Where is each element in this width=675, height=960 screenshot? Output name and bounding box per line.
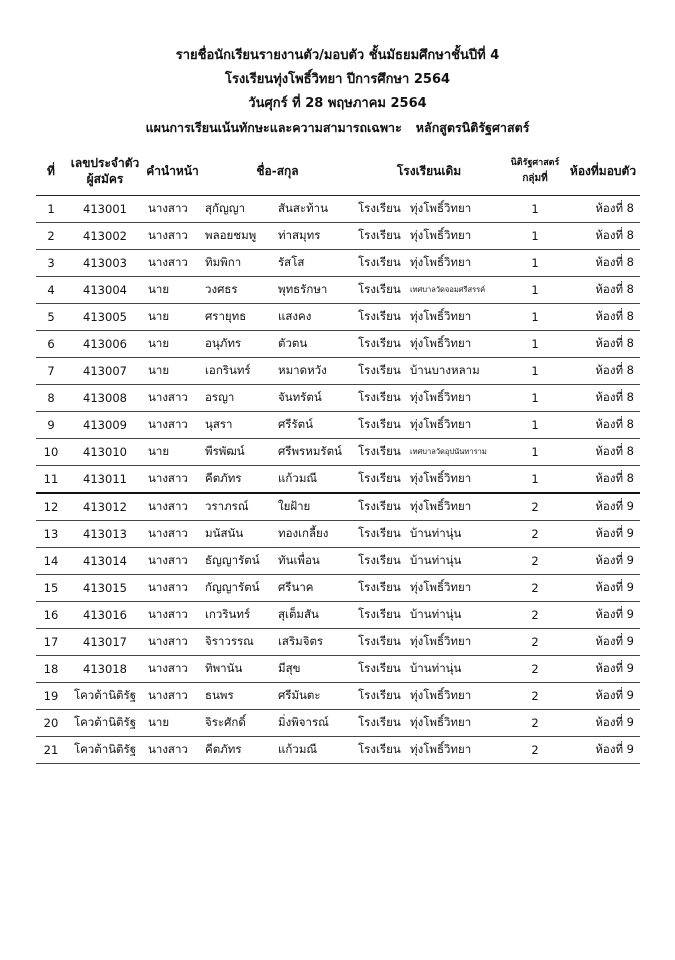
table-row — [36, 358, 640, 385]
student-roster-table — [36, 147, 640, 764]
cell-school-label: โรงเรียน — [354, 196, 406, 223]
header-title: รายชื่อนักเรียนรายงานตัว/มอบตัว ชั้นมัธยมศึกษาชั้นปีที่ 4 — [175, 48, 500, 63]
cell-room: ห้องที่ 9 — [566, 683, 640, 710]
col-header-app-no — [66, 147, 144, 196]
cell-school-label: โรงเรียน — [354, 548, 406, 575]
cell-school: ทุ่งโพธิ์วิทยา — [406, 304, 504, 331]
cell-first-name: ธัญญารัตน์ — [201, 548, 274, 575]
cell-room: ห้องที่ 8 — [566, 358, 640, 385]
col-header-group-line2: กลุ่มที่ — [522, 173, 548, 184]
cell-prefix: นางสาว — [144, 656, 201, 683]
col-header-group — [504, 147, 566, 196]
cell-no: 14 — [36, 548, 66, 575]
cell-room: ห้องที่ 8 — [566, 304, 640, 331]
cell-school-label: โรงเรียน — [354, 493, 406, 521]
cell-last-name: ตัวตน — [274, 331, 354, 358]
cell-first-name: เกวรินทร์ — [201, 602, 274, 629]
cell-room: ห้องที่ 9 — [566, 548, 640, 575]
cell-first-name: คีตภัทร — [201, 737, 274, 764]
cell-no: 19 — [36, 683, 66, 710]
table-row — [36, 548, 640, 575]
cell-first-name: วราภรณ์ — [201, 493, 274, 521]
cell-prefix: นางสาว — [144, 412, 201, 439]
cell-no: 6 — [36, 331, 66, 358]
cell-last-name: สุเต็มสัน — [274, 602, 354, 629]
table-row — [36, 683, 640, 710]
cell-prefix: นางสาว — [144, 493, 201, 521]
cell-group: 1 — [504, 196, 566, 223]
col-header-group-line1: นิติรัฐศาสตร์ — [510, 158, 560, 168]
cell-school: ทุ่งโพธิ์วิทยา — [406, 683, 504, 710]
cell-school: บ้านท่านุ่น — [406, 521, 504, 548]
cell-school: ทุ่งโพธิ์วิทยา — [406, 385, 504, 412]
cell-group: 2 — [504, 656, 566, 683]
cell-group: 1 — [504, 250, 566, 277]
cell-first-name: จิราวรรณ — [201, 629, 274, 656]
cell-first-name: สุกัญญา — [201, 196, 274, 223]
cell-no: 15 — [36, 575, 66, 602]
col-header-room: ห้องที่มอบตัว — [566, 147, 640, 196]
cell-last-name: แสงคง — [274, 304, 354, 331]
table-row — [36, 466, 640, 494]
cell-first-name: พีรพัฒน์ — [201, 439, 274, 466]
cell-no: 8 — [36, 385, 66, 412]
cell-applicant-no: 413016 — [66, 602, 144, 629]
cell-school-label: โรงเรียน — [354, 575, 406, 602]
cell-school: ทุ่งโพธิ์วิทยา — [406, 331, 504, 358]
cell-last-name: ใยฝ้าย — [274, 493, 354, 521]
cell-group: 1 — [504, 385, 566, 412]
cell-school: ทุ่งโพธิ์วิทยา — [406, 412, 504, 439]
cell-school: เทศบาลวัดจอมศรีสรรค์ — [406, 277, 504, 304]
col-header-prefix: คำนำหน้า — [144, 147, 201, 196]
cell-prefix: นางสาว — [144, 196, 201, 223]
header-date: วันศุกร์ ที่ 28 พฤษภาคม 2564 — [248, 96, 427, 111]
header-row — [36, 147, 640, 196]
cell-first-name: อนุภัทร — [201, 331, 274, 358]
cell-group: 2 — [504, 683, 566, 710]
cell-group: 2 — [504, 629, 566, 656]
cell-applicant-no: 413004 — [66, 277, 144, 304]
table-row — [36, 602, 640, 629]
cell-school: บ้านบางหลาม — [406, 358, 504, 385]
cell-room: ห้องที่ 9 — [566, 737, 640, 764]
table-header — [36, 147, 640, 196]
cell-school-label: โรงเรียน — [354, 358, 406, 385]
cell-school: ทุ่งโพธิ์วิทยา — [406, 250, 504, 277]
cell-room: ห้องที่ 8 — [566, 196, 640, 223]
table-body — [36, 196, 640, 764]
cell-school-label: โรงเรียน — [354, 277, 406, 304]
cell-group: 2 — [504, 548, 566, 575]
cell-applicant-no: 413001 — [66, 196, 144, 223]
cell-first-name: กัญญารัตน์ — [201, 575, 274, 602]
cell-room: ห้องที่ 8 — [566, 385, 640, 412]
cell-no: 17 — [36, 629, 66, 656]
cell-last-name: สันสะท้าน — [274, 196, 354, 223]
cell-room: ห้องที่ 9 — [566, 575, 640, 602]
cell-prefix: นางสาว — [144, 385, 201, 412]
cell-first-name: ศรายุทธ — [201, 304, 274, 331]
cell-no: 20 — [36, 710, 66, 737]
table-row — [36, 439, 640, 466]
cell-last-name: มีสุข — [274, 656, 354, 683]
cell-applicant-no: 413009 — [66, 412, 144, 439]
cell-last-name: ทองเกลี้ยง — [274, 521, 354, 548]
header-school: โรงเรียนทุ่งโพธิ์วิทยา ปีการศึกษา 2564 — [224, 72, 451, 87]
col-header-app-no-line2: ผู้สมัคร — [86, 172, 124, 186]
cell-group: 1 — [504, 358, 566, 385]
cell-school: บ้านท่านุ่น — [406, 548, 504, 575]
cell-applicant-no: 413011 — [66, 466, 144, 494]
cell-applicant-no: 413005 — [66, 304, 144, 331]
cell-first-name: ทิมพิกา — [201, 250, 274, 277]
cell-school-label: โรงเรียน — [354, 412, 406, 439]
cell-school-label: โรงเรียน — [354, 683, 406, 710]
cell-prefix: นาย — [144, 710, 201, 737]
cell-no: 3 — [36, 250, 66, 277]
cell-group: 2 — [504, 521, 566, 548]
cell-last-name: แก้วมณี — [274, 737, 354, 764]
cell-last-name: ศรีมันตะ — [274, 683, 354, 710]
cell-no: 10 — [36, 439, 66, 466]
cell-applicant-no: 413017 — [66, 629, 144, 656]
table-row — [36, 521, 640, 548]
cell-first-name: วงศธร — [201, 277, 274, 304]
cell-last-name: แก้วมณี — [274, 466, 354, 494]
cell-last-name: มิ่งพิจารณ์ — [274, 710, 354, 737]
cell-applicant-no: 413008 — [66, 385, 144, 412]
cell-last-name: รัสโส — [274, 250, 354, 277]
cell-last-name: จันทรัตน์ — [274, 385, 354, 412]
cell-first-name: คีตภัทร — [201, 466, 274, 494]
cell-room: ห้องที่ 9 — [566, 629, 640, 656]
cell-room: ห้องที่ 8 — [566, 412, 640, 439]
cell-group: 1 — [504, 277, 566, 304]
cell-no: 9 — [36, 412, 66, 439]
cell-school-label: โรงเรียน — [354, 331, 406, 358]
header-plan: แผนการเรียนเน้นทักษะและความสามารถเฉพาะ — [145, 120, 402, 135]
table-row — [36, 710, 640, 737]
cell-school: ทุ่งโพธิ์วิทยา — [406, 737, 504, 764]
cell-school-label: โรงเรียน — [354, 466, 406, 494]
cell-school-label: โรงเรียน — [354, 602, 406, 629]
cell-school-label: โรงเรียน — [354, 223, 406, 250]
cell-prefix: นาย — [144, 277, 201, 304]
cell-first-name: พลอยชมพู — [201, 223, 274, 250]
cell-applicant-no: 413002 — [66, 223, 144, 250]
cell-room: ห้องที่ 9 — [566, 602, 640, 629]
cell-no: 18 — [36, 656, 66, 683]
cell-prefix: นางสาว — [144, 521, 201, 548]
cell-applicant-no: 413003 — [66, 250, 144, 277]
cell-prefix: นาย — [144, 304, 201, 331]
cell-prefix: นางสาว — [144, 250, 201, 277]
cell-applicant-no: 413007 — [66, 358, 144, 385]
cell-group: 2 — [504, 493, 566, 521]
cell-first-name: เอกรินทร์ — [201, 358, 274, 385]
cell-no: 11 — [36, 466, 66, 494]
cell-room: ห้องที่ 8 — [566, 331, 640, 358]
cell-applicant-no: 413012 — [66, 493, 144, 521]
cell-school: ทุ่งโพธิ์วิทยา — [406, 575, 504, 602]
table-row — [36, 385, 640, 412]
cell-group: 1 — [504, 331, 566, 358]
cell-group: 1 — [504, 223, 566, 250]
cell-applicant-no: 413015 — [66, 575, 144, 602]
cell-prefix: นางสาว — [144, 548, 201, 575]
cell-school-label: โรงเรียน — [354, 439, 406, 466]
cell-first-name: อรญา — [201, 385, 274, 412]
cell-school: บ้านท่านุ่น — [406, 656, 504, 683]
cell-prefix: นางสาว — [144, 629, 201, 656]
col-header-name: ชื่อ-สกุล — [201, 147, 354, 196]
table-row — [36, 304, 640, 331]
cell-last-name: ทันเพื่อน — [274, 548, 354, 575]
cell-group: 1 — [504, 439, 566, 466]
cell-no: 5 — [36, 304, 66, 331]
document-header — [0, 44, 675, 140]
cell-no: 4 — [36, 277, 66, 304]
cell-room: ห้องที่ 9 — [566, 493, 640, 521]
cell-school: บ้านท่านุ่น — [406, 602, 504, 629]
cell-school: ทุ่งโพธิ์วิทยา — [406, 223, 504, 250]
table-row — [36, 493, 640, 521]
cell-room: ห้องที่ 8 — [566, 250, 640, 277]
cell-last-name: ท่าสมุทร — [274, 223, 354, 250]
table-row — [36, 575, 640, 602]
cell-last-name: หมาดหวัง — [274, 358, 354, 385]
table-row — [36, 277, 640, 304]
cell-school-label: โรงเรียน — [354, 656, 406, 683]
table-row — [36, 412, 640, 439]
cell-applicant-no: 413018 — [66, 656, 144, 683]
cell-last-name: เสริมจิตร — [274, 629, 354, 656]
cell-school-label: โรงเรียน — [354, 385, 406, 412]
cell-no: 16 — [36, 602, 66, 629]
table-row — [36, 331, 640, 358]
cell-prefix: นาย — [144, 439, 201, 466]
cell-no: 2 — [36, 223, 66, 250]
cell-last-name: ศรีรัตน์ — [274, 412, 354, 439]
cell-room: ห้องที่ 9 — [566, 710, 640, 737]
cell-no: 1 — [36, 196, 66, 223]
cell-school: เทศบาลวัดอุปนันทาราม — [406, 439, 504, 466]
cell-first-name: นุสรา — [201, 412, 274, 439]
cell-school: ทุ่งโพธิ์วิทยา — [406, 466, 504, 494]
cell-prefix: นางสาว — [144, 223, 201, 250]
cell-prefix: นางสาว — [144, 466, 201, 494]
table-row — [36, 737, 640, 764]
cell-group: 1 — [504, 466, 566, 494]
cell-prefix: นาย — [144, 331, 201, 358]
cell-applicant-no: 413014 — [66, 548, 144, 575]
cell-school: ทุ่งโพธิ์วิทยา — [406, 629, 504, 656]
cell-school-label: โรงเรียน — [354, 250, 406, 277]
table-row — [36, 250, 640, 277]
cell-applicant-no: 413006 — [66, 331, 144, 358]
cell-prefix: นางสาว — [144, 737, 201, 764]
cell-room: ห้องที่ 9 — [566, 521, 640, 548]
cell-group: 2 — [504, 737, 566, 764]
cell-room: ห้องที่ 8 — [566, 277, 640, 304]
header-curriculum: หลักสูตรนิติรัฐศาสตร์ — [415, 120, 530, 135]
cell-applicant-no: โควต้านิติรัฐ — [66, 710, 144, 737]
cell-first-name: ธนพร — [201, 683, 274, 710]
cell-group: 2 — [504, 710, 566, 737]
cell-school: ทุ่งโพธิ์วิทยา — [406, 196, 504, 223]
col-header-school: โรงเรียนเดิม — [354, 147, 504, 196]
cell-applicant-no: โควต้านิติรัฐ — [66, 683, 144, 710]
cell-no: 12 — [36, 493, 66, 521]
table-row — [36, 629, 640, 656]
header-program — [0, 116, 675, 140]
cell-school: ทุ่งโพธิ์วิทยา — [406, 493, 504, 521]
cell-room: ห้องที่ 8 — [566, 223, 640, 250]
cell-applicant-no: 413010 — [66, 439, 144, 466]
cell-school-label: โรงเรียน — [354, 304, 406, 331]
cell-prefix: นางสาว — [144, 683, 201, 710]
col-header-no: ที่ — [36, 147, 66, 196]
cell-prefix: นางสาว — [144, 575, 201, 602]
cell-group: 1 — [504, 304, 566, 331]
cell-no: 7 — [36, 358, 66, 385]
cell-last-name: พุทธรักษา — [274, 277, 354, 304]
cell-no: 13 — [36, 521, 66, 548]
cell-first-name: ทิพานัน — [201, 656, 274, 683]
cell-room: ห้องที่ 9 — [566, 656, 640, 683]
cell-first-name: จิระศักดิ์ — [201, 710, 274, 737]
cell-group: 1 — [504, 412, 566, 439]
cell-group: 2 — [504, 602, 566, 629]
cell-applicant-no: โควต้านิติรัฐ — [66, 737, 144, 764]
table-row — [36, 223, 640, 250]
cell-room: ห้องที่ 8 — [566, 466, 640, 494]
cell-prefix: นางสาว — [144, 602, 201, 629]
cell-group: 2 — [504, 575, 566, 602]
cell-first-name: มนัสนัน — [201, 521, 274, 548]
cell-school-label: โรงเรียน — [354, 737, 406, 764]
cell-school-label: โรงเรียน — [354, 521, 406, 548]
cell-school-label: โรงเรียน — [354, 710, 406, 737]
col-header-app-no-line1: เลขประจำตัว — [70, 156, 140, 170]
table-row — [36, 196, 640, 223]
cell-prefix: นาย — [144, 358, 201, 385]
cell-last-name: ศรีนาค — [274, 575, 354, 602]
cell-applicant-no: 413013 — [66, 521, 144, 548]
cell-no: 21 — [36, 737, 66, 764]
cell-school-label: โรงเรียน — [354, 629, 406, 656]
cell-school: ทุ่งโพธิ์วิทยา — [406, 710, 504, 737]
table-row — [36, 656, 640, 683]
cell-last-name: ศรีพรหมรัตน์ — [274, 439, 354, 466]
cell-room: ห้องที่ 8 — [566, 439, 640, 466]
